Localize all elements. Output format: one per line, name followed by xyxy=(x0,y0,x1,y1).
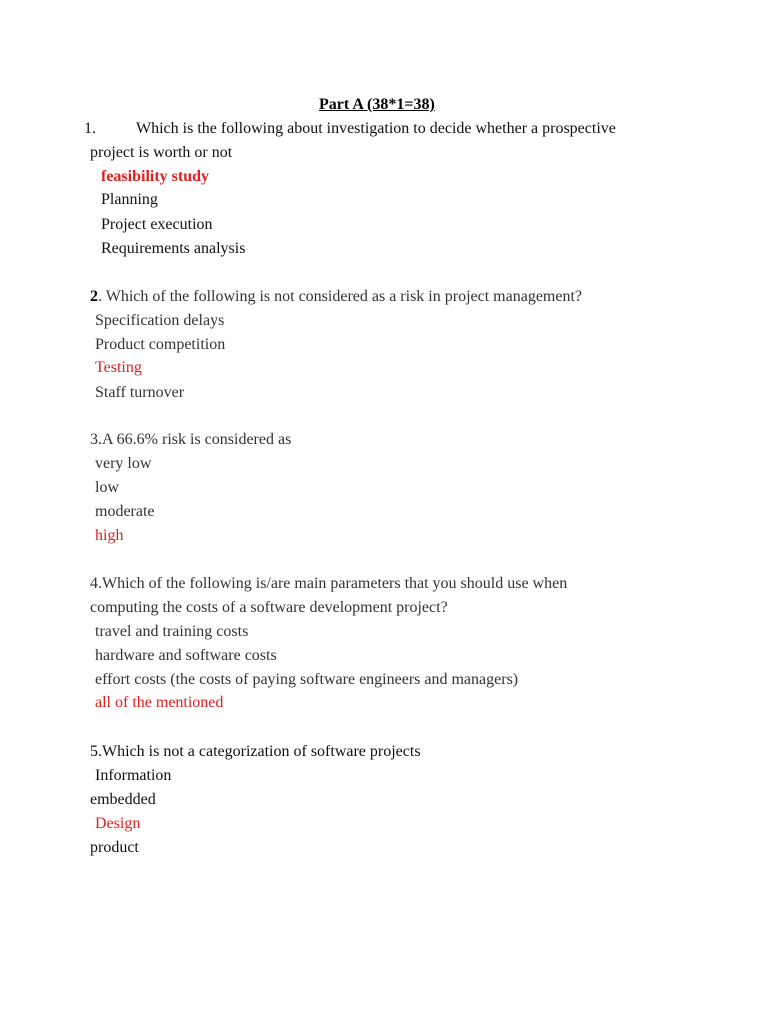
question-3-text: 3.A 66.6% risk is considered as xyxy=(90,431,292,448)
question-4-option-4-correct: all of the mentioned xyxy=(95,694,224,711)
question-3-option-1: very low xyxy=(95,455,152,472)
question-4-text-line2: computing the costs of a software development project? xyxy=(90,599,448,616)
question-5-option-1: Information xyxy=(95,767,172,784)
question-2-number: 2 xyxy=(90,288,98,305)
page-title: Part A (38*1=38) xyxy=(319,96,435,113)
question-1-option-3: Project execution xyxy=(101,216,213,233)
question-3-option-3: moderate xyxy=(95,503,155,520)
question-5-option-4: product xyxy=(90,839,139,856)
question-5-option-2: embedded xyxy=(90,791,156,808)
question-1-option-2: Planning xyxy=(101,191,158,208)
question-1-text-line2: project is worth or not xyxy=(90,144,233,161)
question-2-option-4: Staff turnover xyxy=(95,384,185,401)
question-4-option-2: hardware and software costs xyxy=(95,647,277,664)
question-4-option-1: travel and training costs xyxy=(95,623,249,640)
question-2 xyxy=(90,287,582,307)
question-5-text: 5.Which is not a categorization of software projects xyxy=(90,743,421,760)
question-2-option-2: Product competition xyxy=(95,336,226,353)
question-1-option-4: Requirements analysis xyxy=(101,240,246,257)
question-3-option-2: low xyxy=(95,479,119,496)
question-2-option-3-correct: Testing xyxy=(95,359,142,376)
question-2-text: . Which of the following is not considered as a risk in project management? xyxy=(98,288,583,305)
question-3-option-4-correct: high xyxy=(95,527,124,544)
question-1-text-line1: Which is the following about investigation to decide whether a prospective xyxy=(136,120,616,137)
question-2-option-1: Specification delays xyxy=(95,312,225,329)
question-5-option-3-correct: Design xyxy=(95,815,141,832)
question-1-number: 1. xyxy=(84,120,96,137)
question-1-option-1-correct: feasibility study xyxy=(101,168,210,185)
question-4-option-3: effort costs (the costs of paying software engineers and managers) xyxy=(95,671,519,688)
question-4-text-line1: 4.Which of the following is/are main parameters that you should use when xyxy=(90,575,568,592)
